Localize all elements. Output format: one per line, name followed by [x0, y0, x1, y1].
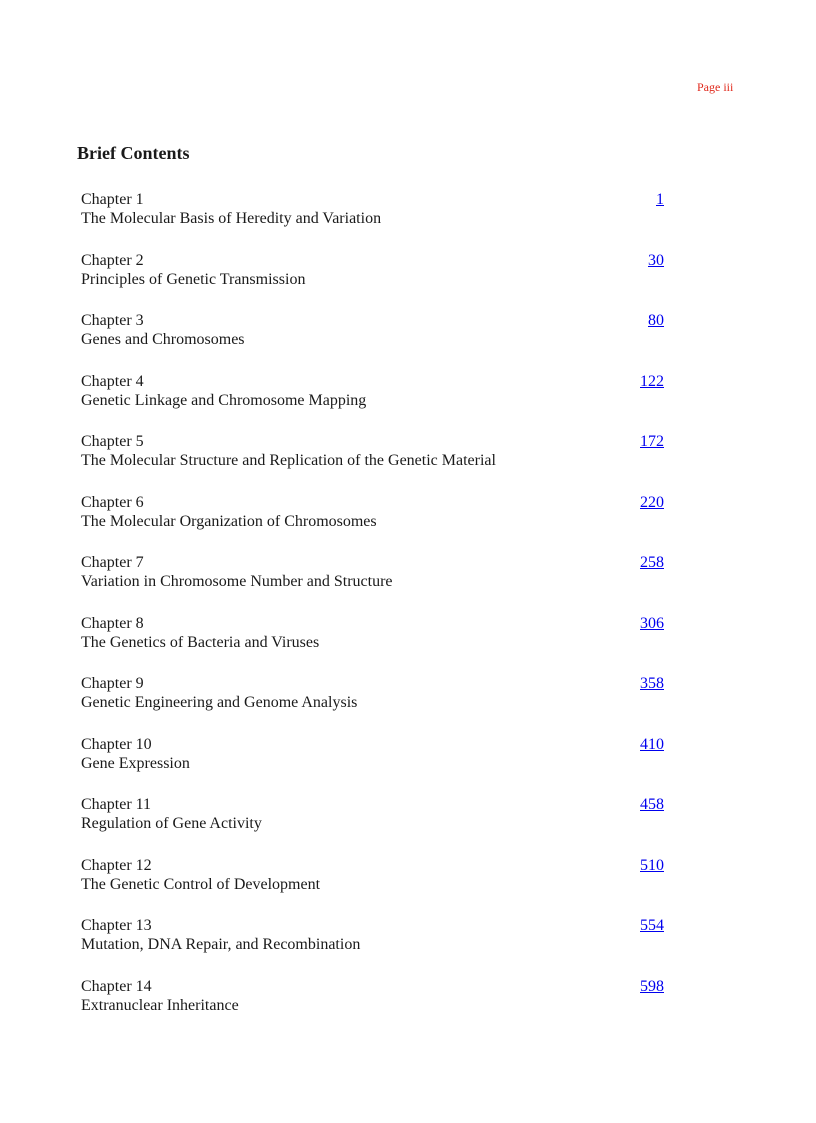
toc-entry-chapter-1 — [81, 190, 664, 251]
page-title: Brief Contents — [77, 143, 190, 163]
toc-entry-chapter-9 — [81, 674, 664, 735]
chapter-title: Gene Expression — [81, 754, 190, 772]
chapter-page-link[interactable]: 172 — [640, 433, 664, 450]
chapter-label: Chapter 4 — [81, 372, 144, 390]
chapter-page-link[interactable]: 306 — [640, 614, 664, 632]
chapter-page-link[interactable]: 598 — [640, 977, 664, 995]
chapter-title: The Molecular Structure and Replication of the Genetic Material — [81, 452, 496, 469]
chapter-label: Chapter 9 — [81, 675, 144, 692]
chapter-title: Genetic Linkage and Chromosome Mapping — [81, 391, 367, 409]
chapter-label: Chapter 6 — [81, 493, 144, 511]
chapter-page-link[interactable]: 510 — [640, 856, 664, 874]
toc-entry-chapter-2 — [81, 251, 664, 312]
toc-entry-chapter-8 — [81, 614, 664, 675]
toc-entry-chapter-5 — [81, 432, 664, 493]
chapter-label: Chapter 13 — [81, 917, 152, 934]
chapter-label: Chapter 1 — [81, 191, 144, 208]
chapter-label: Chapter 7 — [81, 554, 144, 571]
toc-entry-chapter-10 — [81, 735, 664, 796]
toc-entry-chapter-7 — [81, 553, 664, 614]
chapter-title: The Genetic Control of Development — [81, 875, 321, 893]
toc-entry-chapter-11 — [81, 795, 664, 856]
toc-entry-chapter-12 — [81, 856, 664, 917]
chapter-label: Chapter 3 — [81, 312, 144, 329]
chapter-label: Chapter 14 — [81, 977, 152, 995]
toc-entry-chapter-4 — [81, 372, 664, 433]
chapter-title: Genes and Chromosomes — [81, 331, 245, 348]
chapter-page-link[interactable]: 410 — [640, 735, 664, 753]
chapter-page-link[interactable]: 122 — [640, 372, 664, 390]
chapter-title: Regulation of Gene Activity — [81, 815, 262, 832]
chapter-title: Mutation, DNA Repair, and Recombination — [81, 936, 361, 953]
chapter-page-link[interactable]: 80 — [648, 312, 664, 329]
chapter-title: The Genetics of Bacteria and Viruses — [81, 633, 320, 651]
chapter-title: Extranuclear Inheritance — [81, 996, 239, 1014]
chapter-page-link[interactable]: 358 — [640, 675, 664, 692]
chapter-page-link[interactable]: 1 — [656, 191, 664, 208]
table-of-contents — [81, 190, 664, 1037]
toc-entry-chapter-6 — [81, 493, 664, 554]
chapter-page-link[interactable]: 220 — [640, 493, 664, 511]
chapter-page-link[interactable]: 258 — [640, 554, 664, 571]
toc-entry-chapter-14 — [81, 977, 664, 1038]
chapter-title: Genetic Engineering and Genome Analysis — [81, 694, 358, 711]
toc-entry-chapter-3 — [81, 311, 664, 372]
page-number-label: Page iii — [697, 80, 734, 94]
chapter-label: Chapter 8 — [81, 614, 144, 632]
chapter-page-link[interactable]: 554 — [640, 917, 664, 934]
chapter-page-link[interactable]: 458 — [640, 796, 664, 813]
chapter-title: The Molecular Organization of Chromosomes — [81, 512, 377, 530]
chapter-title: The Molecular Basis of Heredity and Variation — [81, 210, 382, 227]
chapter-label: Chapter 11 — [81, 796, 152, 813]
toc-entry-chapter-13 — [81, 916, 664, 977]
chapter-label: Chapter 10 — [81, 735, 152, 753]
chapter-title: Variation in Chromosome Number and Structure — [81, 573, 393, 590]
chapter-label: Chapter 5 — [81, 433, 144, 450]
chapter-title: Principles of Genetic Transmission — [81, 270, 306, 288]
chapter-label: Chapter 12 — [81, 856, 152, 874]
chapter-page-link[interactable]: 30 — [648, 251, 664, 269]
chapter-label: Chapter 2 — [81, 251, 144, 269]
